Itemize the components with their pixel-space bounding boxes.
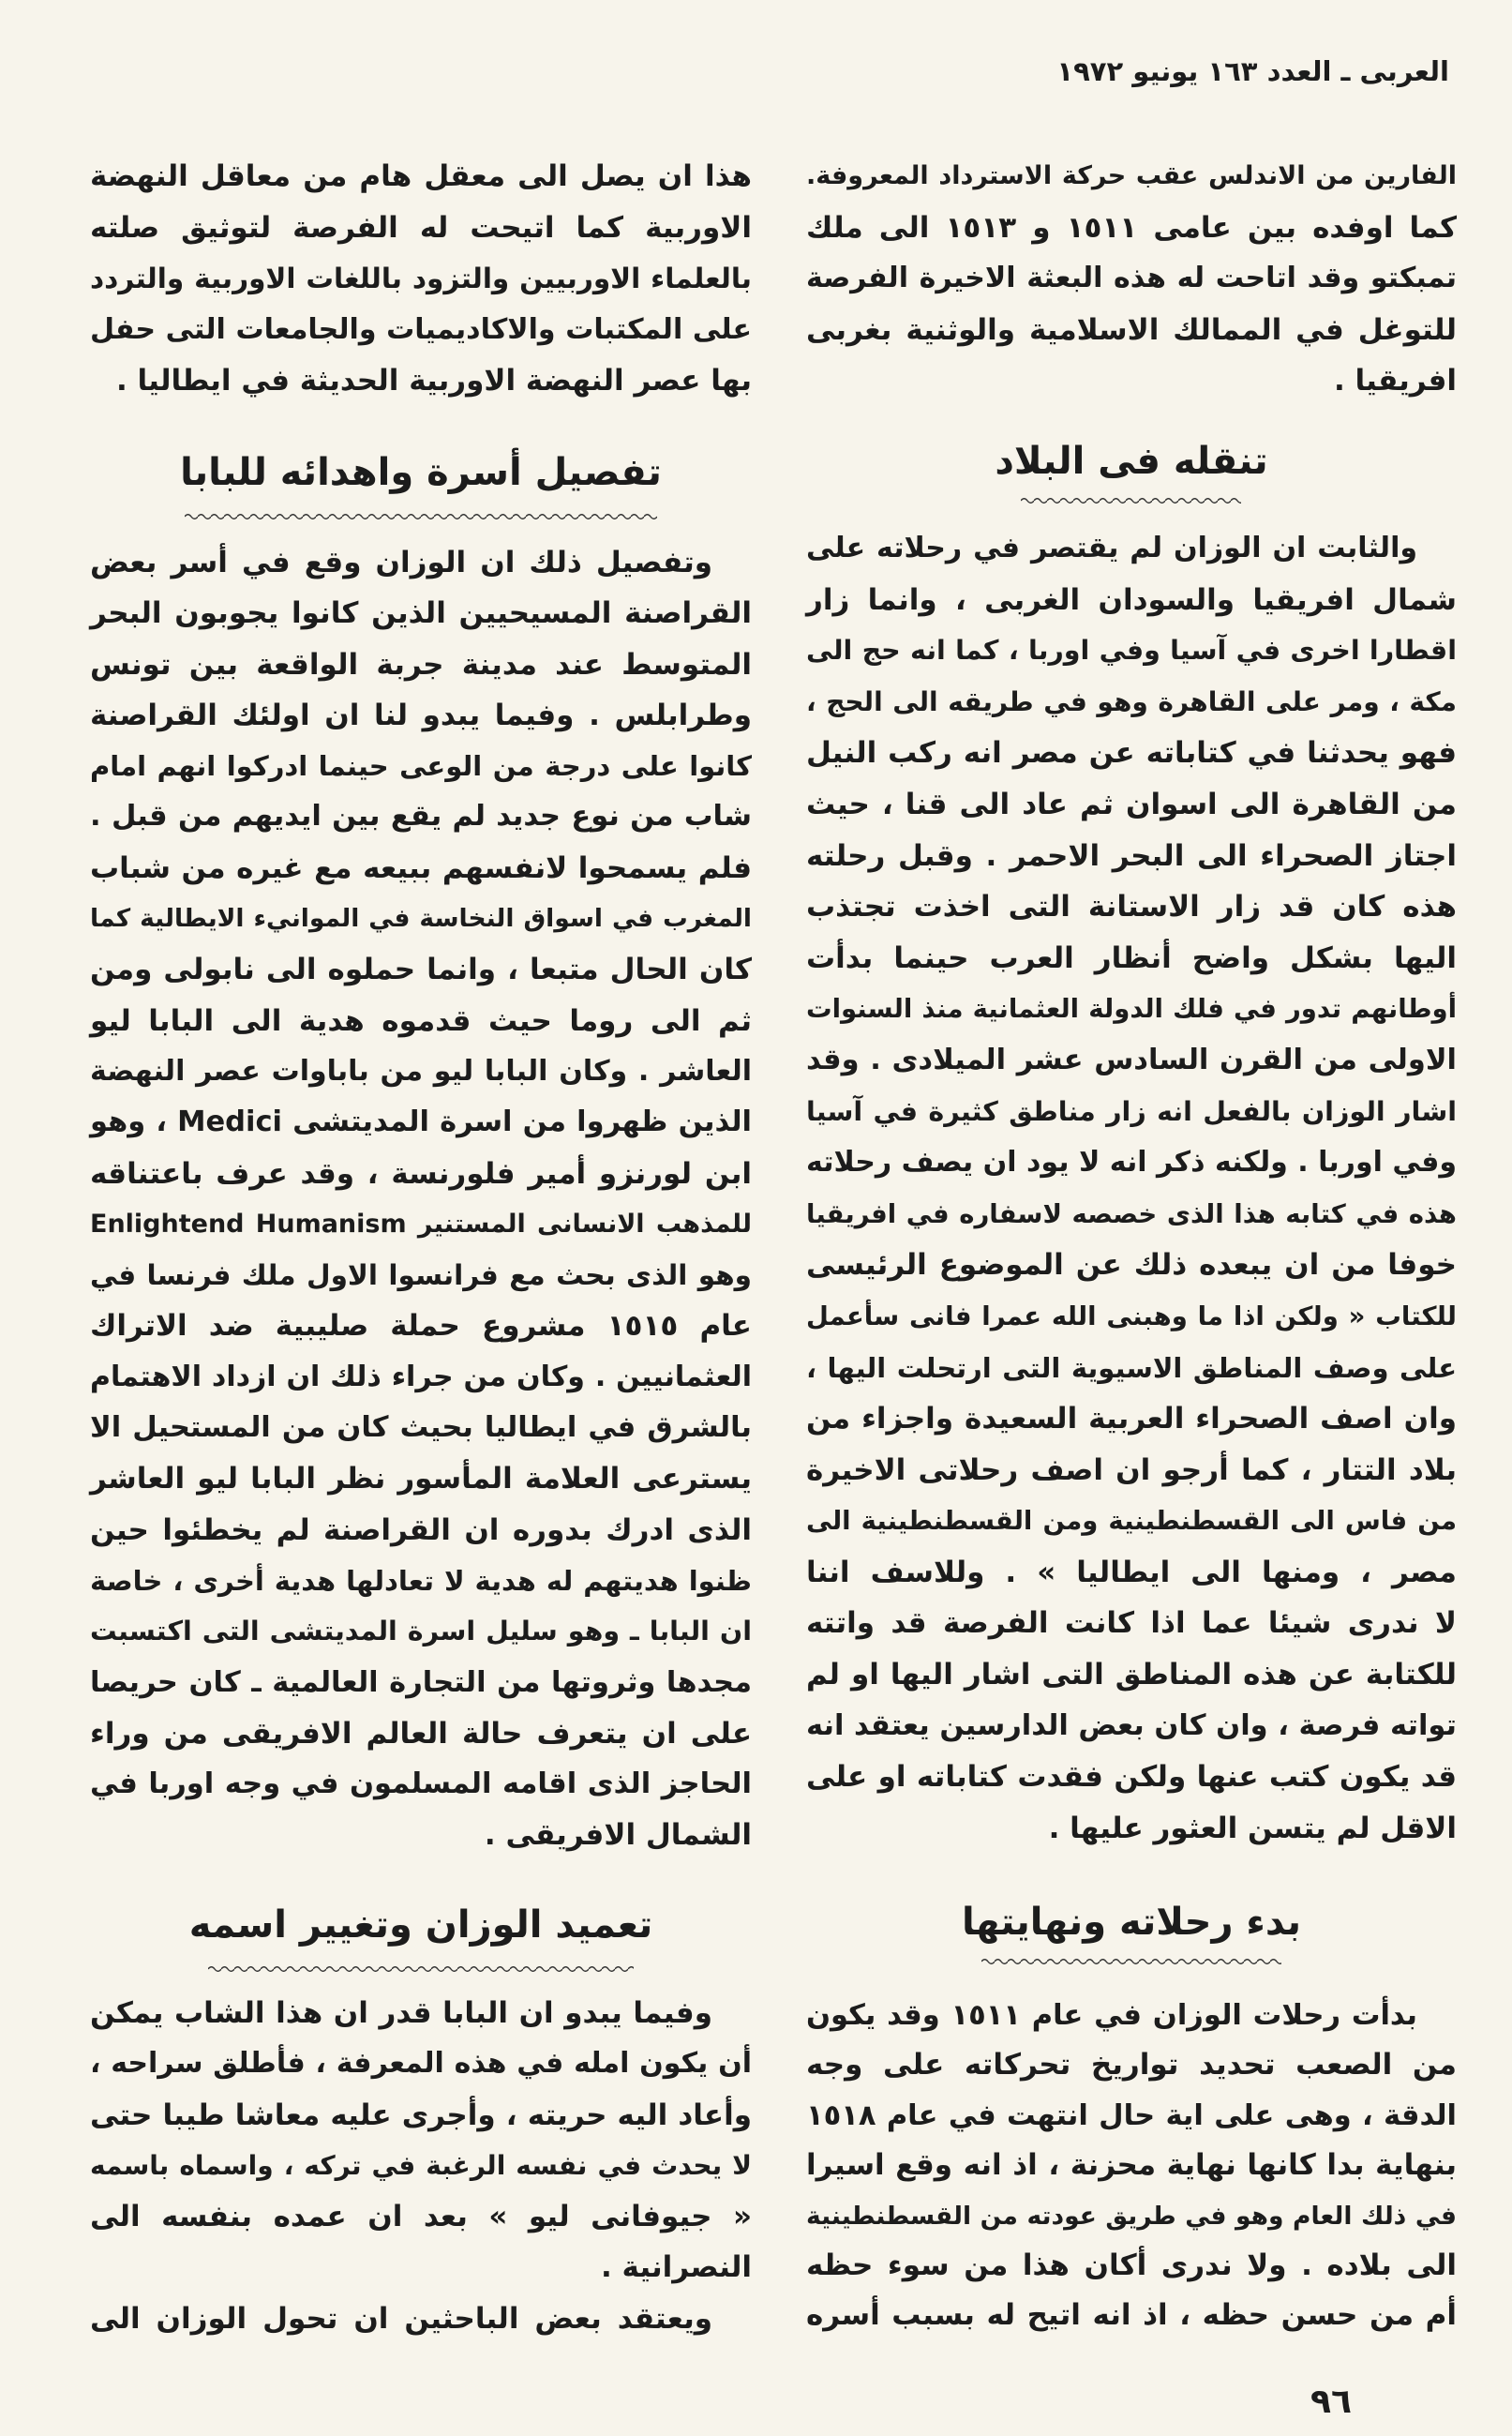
article-text-line: الاوربية كما اتيحت له الفرصة لتوثيق صلته — [90, 210, 752, 245]
article-text-line: المغرب في اسواق النخاسة في الموانيء الايطالية كما — [90, 904, 752, 934]
article-text-line: القراصنة المسيحيين الذين كانوا يجوبون البحر — [90, 596, 752, 631]
article-text-line: الذى ادرك بدوره ان القراصنة لم يخطئوا حين — [90, 1512, 752, 1547]
article-text-line: وفيما يبدو ان البابا قدر ان هذا الشاب يمكن — [90, 1996, 712, 2030]
article-text-line: هذه في كتابه هذا الذى خصصه لاسفاره في افريقيا — [806, 1198, 1457, 1229]
section-paragraph — [806, 1991, 1457, 2341]
article-text-line: « جيوفانى ليو » بعد ان عمده بنفسه الى — [90, 2200, 752, 2234]
section-heading: تنقله فى البلاد — [995, 440, 1268, 483]
article-text-line: مجدها وثروتها من التجارة العالمية ـ كان حريصا — [90, 1665, 752, 1699]
article-text-line: للكتاب « ولكن اذا ما وهبنى الله عمرا فانى سأعمل — [806, 1301, 1457, 1331]
article-text-line: اقطارا اخرى في آسيا وفي اوربا ، كما انه حج الى — [806, 635, 1457, 667]
article-text-line: شمال افريقيا والسودان الغربى ، وانما زار — [806, 582, 1457, 617]
section-heading: بدء رحلاته ونهايتها — [961, 1901, 1301, 1944]
article-text-line: المتوسط عند مدينة جربة الواقعة بين تونس — [90, 647, 752, 682]
article-text-line: تواته فرصة ، وان كان بعض الدارسين يعتقد انه — [806, 1708, 1457, 1742]
article-text-line: الدقة ، وهى على اية حال انتهت في عام ١٥١٨ — [806, 2098, 1457, 2132]
wavy-divider — [185, 511, 657, 522]
article-text-line: من القاهرة الى اسوان ثم عاد الى قنا ، حيث — [806, 787, 1457, 821]
article-text-line: بالعلماء الاوربيين والتزود باللغات الاوربية والتردد — [90, 263, 752, 295]
article-text-line: كانوا على درجة من الوعى حينما ادركوا انهم امام — [90, 750, 752, 783]
article-text-line: عام ١٥١٥ مشروع حملة صليبية ضد الاتراك — [90, 1309, 752, 1344]
article-text-line: مكة ، ومر على القاهرة وهو في طريقه الى الحج ، — [806, 685, 1457, 717]
wavy-divider — [208, 1963, 634, 1975]
article-text-line: مصر ، ومنها الى ايطاليا » . وللاسف اننا — [806, 1555, 1457, 1589]
article-text-line: فهو يحدثنا في كتاباته عن مصر انه ركب النيل — [806, 736, 1457, 771]
article-text-line: بنهاية بدا كانها نهاية محزنة ، اذ انه وقع اسيرا — [806, 2148, 1457, 2183]
article-text-line: ويعتقد بعض الباحثين ان تحول الوزان الى — [90, 2301, 712, 2336]
article-text-line: كان الحال متبعا ، وانما حملوه الى نابولى ومن — [90, 953, 752, 987]
article-text-line: على وصف المناطق الاسيوية التى ارتحلت اليها ، — [806, 1351, 1457, 1384]
article-text-line: وأعاد اليه حريته ، وأجرى عليه معاشا طيبا حتى — [90, 2098, 752, 2132]
article-text-line: وان اصف الصحراء العربية السعيدة واجزاء من — [806, 1402, 1457, 1436]
article-text-line: بالشرق في ايطاليا بحيث كان من المستحيل الا — [90, 1411, 752, 1445]
article-text-line: من الصعب تحديد تواريخ تحركاته على وجه — [806, 2048, 1457, 2083]
article-text-line: على ان يتعرف حالة العالم الافريقى من وراء — [90, 1716, 752, 1751]
article-text-line: لا يحدث في نفسه الرغبة في تركه ، واسماه باسمه — [90, 2149, 752, 2181]
article-text-line: وهو الذى بحث مع فرانسوا الاول ملك فرنسا في — [90, 1259, 752, 1292]
article-text-line: اجتاز الصحراء الى البحر الاحمر . وقبل رحلته — [806, 838, 1457, 873]
article-text-line: شاب من نوع جديد لم يقع بين ايديهم من قبل . — [90, 800, 752, 834]
article-text-line: خوفا من ان يبعده ذلك عن الموضوع الرئيسى — [806, 1248, 1457, 1283]
article-text-line: الاقل لم يتسن العثور عليها . — [1048, 1811, 1457, 1845]
article-text-line: قد يكون كتب عنها ولكن فقدت كتاباته او على — [806, 1760, 1457, 1795]
article-text-line: أوطانهم تدور في فلك الدولة العثمانية منذ السنوات — [806, 994, 1457, 1025]
article-text-line: ثم الى روما حيث قدموه هدية الى البابا ليو — [90, 1003, 752, 1038]
page-number: ٩٦ — [1310, 2383, 1352, 2421]
article-text-line: والثابت ان الوزان لم يقتصر في رحلاته على — [806, 532, 1417, 564]
article-text-line: هذه كان قد زار الاستانة التى اخذت تجتذب — [806, 890, 1457, 925]
article-text-line: تمبكتو وقد اتاحت له هذه البعثة الاخيرة الفرصة — [806, 262, 1457, 295]
article-text-line: الفارين من الاندلس عقب حركة الاسترداد المعروفة. — [806, 161, 1457, 190]
article-text-line: وتفصيل ذلك ان الوزان وقع في أسر بعض — [90, 546, 712, 579]
article-text-line: الشمال الافريقى . — [484, 1818, 752, 1853]
article-text-line: هذا ان يصل الى معقل هام من معاقل النهضة — [90, 159, 752, 193]
wavy-divider — [1021, 495, 1241, 506]
article-text-line: كما اوفده بين عامى ١٥١١ و ١٥١٣ الى ملك — [806, 210, 1457, 245]
article-text-line: الحاجز الذى اقامه المسلمون في وجه اوربا في — [90, 1767, 752, 1801]
article-text-line: بلاد التتار ، كما أرجو ان اصف رحلاتى الاخيرة — [806, 1452, 1457, 1487]
article-text-line: بها عصر النهضة الاوربية الحديثة في ايطاليا . — [115, 364, 752, 398]
article-text-line: اليها بشكل واضح أنظار العرب حينما بدأت — [806, 940, 1457, 975]
article-text-line: اشار الوزان بالفعل انه زار مناطق كثيرة في آسيا — [806, 1095, 1457, 1127]
section-paragraph — [90, 1988, 752, 2344]
article-text-line: يسترعى العلامة المأسور نظر البابا ليو العاشر — [90, 1462, 752, 1496]
article-text-line: للكتابة عن هذه المناطق التى اشار اليها او لم — [806, 1658, 1457, 1692]
article-text-line: النصرانية . — [600, 2250, 752, 2285]
article-text-line: أم من حسن حظه ، اذ انه اتيح له بسبب أسره — [806, 2298, 1457, 2333]
article-text-line: وطرابلس . وفيما يبدو لنا ان اولئك القراصنة — [90, 698, 752, 732]
article-text-line: الذين ظهروا من اسرة المديتشى Medici ، وهو — [90, 1105, 752, 1139]
article-text-line: ظنوا هديتهم له هدية لا تعادلها هدية أخرى ، خاصة — [90, 1564, 752, 1597]
magazine-header: العربى ـ العدد ١٦٣ يونيو ١٩٧٢ — [1056, 55, 1449, 87]
article-text-line: ان البابا ـ وهو سليل اسرة المديتشى التى اكتسبت — [90, 1616, 752, 1647]
article-text-line: لا ندرى شيئا عما اذا كانت الفرصة قد واتته — [806, 1606, 1457, 1641]
article-text-line: للتوغل في الممالك الاسلامية والوثنية بغربى — [806, 312, 1457, 347]
intro-paragraph — [806, 151, 1457, 407]
article-text-line: الاولى من القرن السادس عشر الميلادى . وقد — [806, 1043, 1457, 1076]
wavy-divider — [981, 1956, 1281, 1967]
article-text-line: في ذلك العام وهو في طريق عودته من القسطنطينية — [806, 2201, 1457, 2231]
article-text-line: أن يكون امله في هذه المعرفة ، فأطلق سراحه ، — [90, 2047, 752, 2081]
section-paragraph — [90, 537, 752, 1861]
section-paragraph — [806, 523, 1457, 1854]
article-text-line: فلم يسمحوا لانفسهم ببيعه مع غيره من شباب — [90, 850, 752, 885]
article-text-line: وفي اوربا . ولكنه ذكر انه لا يود ان يصف رحلاته — [806, 1146, 1457, 1180]
article-text-line: العثمانيين . وكان من جراء ذلك ان ازداد الاهتمام — [90, 1360, 752, 1393]
section-heading: تفصيل أسرة واهدائه للبابا — [180, 451, 662, 494]
article-text-line: العاشر . وكان البابا ليو من باباوات عصر النهضة — [90, 1054, 752, 1088]
article-text-line: بدأت رحلات الوزان في عام ١٥١١ وقد يكون — [806, 1999, 1417, 2032]
article-text-line: الى بلاده . ولا ندرى أكان هذا من سوء حظه — [806, 2248, 1457, 2283]
article-text-line: من فاس الى القسطنطينية ومن القسطنطينية الى — [806, 1506, 1457, 1537]
intro-paragraph — [90, 151, 752, 407]
article-text-line: للمذهب الانسانى المستنير Enlightend Humanism — [90, 1209, 752, 1239]
section-heading: تعميد الوزان وتغيير اسمه — [188, 1903, 653, 1947]
article-text-line: افريقيا . — [1333, 364, 1457, 398]
article-text-line: ابن لورنزو أمير فلورنسة ، وقد عرف باعتناقه — [90, 1156, 752, 1191]
article-text-line: على المكتبات والاكاديميات والجامعات التى حفل — [90, 312, 752, 346]
